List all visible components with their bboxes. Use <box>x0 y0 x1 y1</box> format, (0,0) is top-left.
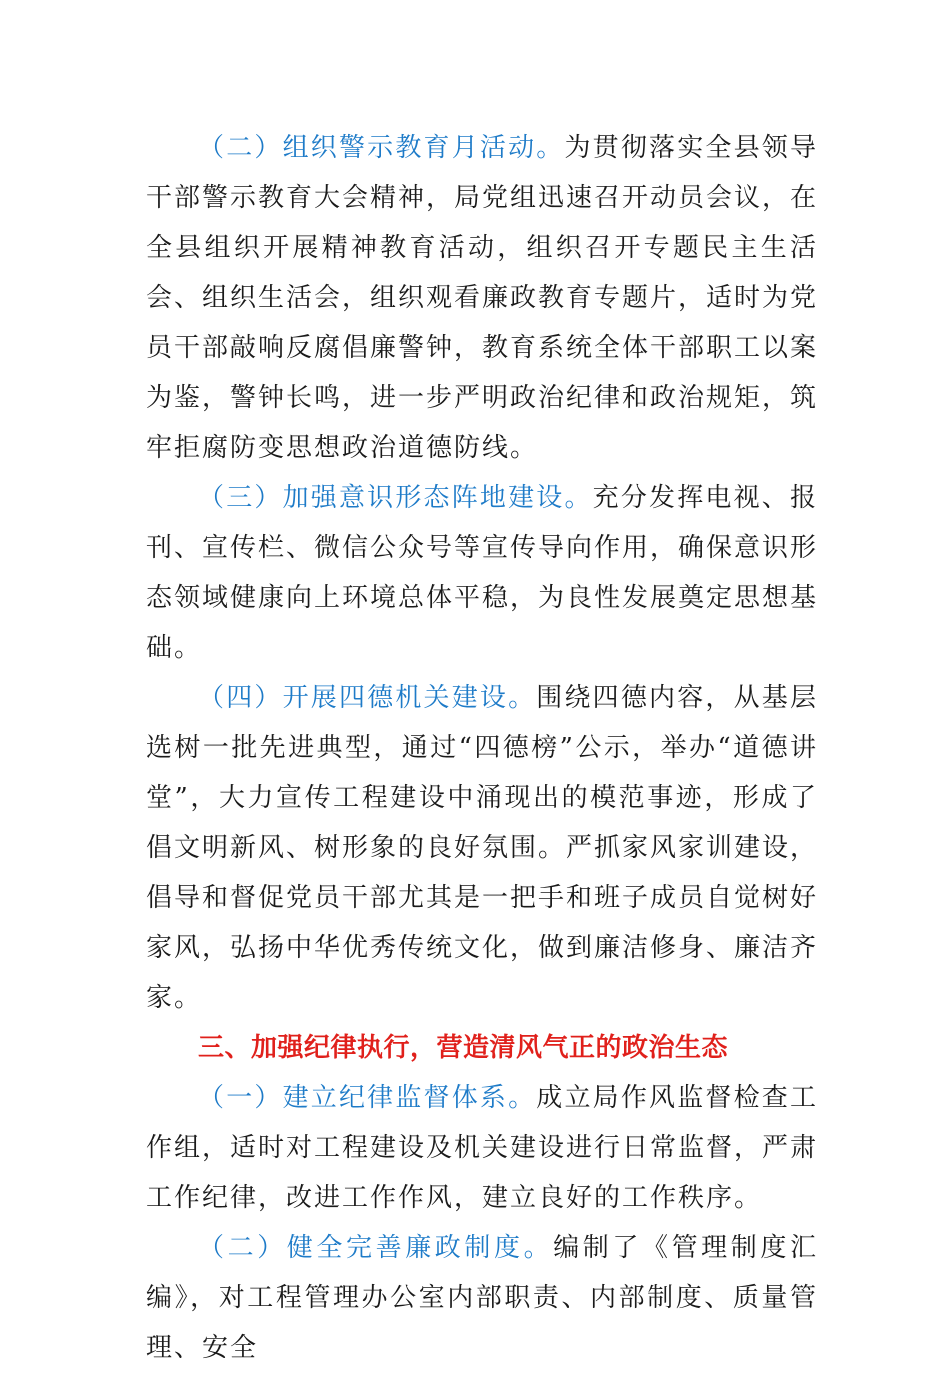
paragraph-lead: （四）开展四德机关建设。 <box>198 683 537 713</box>
document-body <box>146 123 818 1373</box>
paragraph-ideology-building <box>146 473 818 673</box>
paragraph-text: 成立局作风监督检查工作组，适时对工程建设及机关建设进行日常监督，严肃工作纪律，改进工作作风，建立良好的工作秩序。 <box>146 1083 819 1213</box>
paragraph-text: 编制了《管理制度汇编》，对工程管理办公室内部职责、内部制度、质量管理、安全 <box>146 1233 818 1363</box>
section-heading: 三、加强纪律执行，营造清风气正的政治生态 <box>198 1033 729 1063</box>
paragraph-lead: （三）加强意识形态阵地建设。 <box>198 483 593 513</box>
paragraph-lead: （一）建立纪律监督体系。 <box>198 1083 537 1113</box>
paragraph-integrity-rules <box>146 1223 818 1373</box>
paragraph-four-virtues <box>146 673 818 1023</box>
paragraph-text: 为贯彻落实全县领导干部警示教育大会精神，局党组迅速召开动员会议，在全县组织开展精神教育活动，组织召开专题民主生活会、组织生活会，组织观看廉政教育专题片，适时为党员干部敲响反腐倡廉警钟，教育系统全体干部职工以案为鉴，警钟长鸣，进一步严明政治纪律和政治规矩，筑牢拒腐防变思想政治道德防线。 <box>146 133 819 463</box>
paragraph-lead: （二）组织警示教育月活动。 <box>198 133 565 163</box>
paragraph-text: 充分发挥电视、报刊、宣传栏、微信公众号等宣传导向作用，确保意识形态领域健康向上环境总体平稳，为良性发展奠定思想基础。 <box>146 483 819 663</box>
paragraph-lead: （二）健全完善廉政制度。 <box>198 1233 554 1263</box>
paragraph-warning-education <box>146 123 818 473</box>
paragraph-supervision-system <box>146 1073 818 1223</box>
paragraph-text: 围绕四德内容，从基层选树一批先进典型，通过“四德榜”公示，举办“道德讲堂”，大力宣传工程建设中涌现出的模范事迹，形成了倡文明新风、树形象的良好氛围。严抓家风家训建设，倡导和督促党员干部尤其是一把手和班子成员自觉树好家风，弘扬中华优秀传统文化，做到廉洁修身、廉洁齐家。 <box>146 683 819 1013</box>
